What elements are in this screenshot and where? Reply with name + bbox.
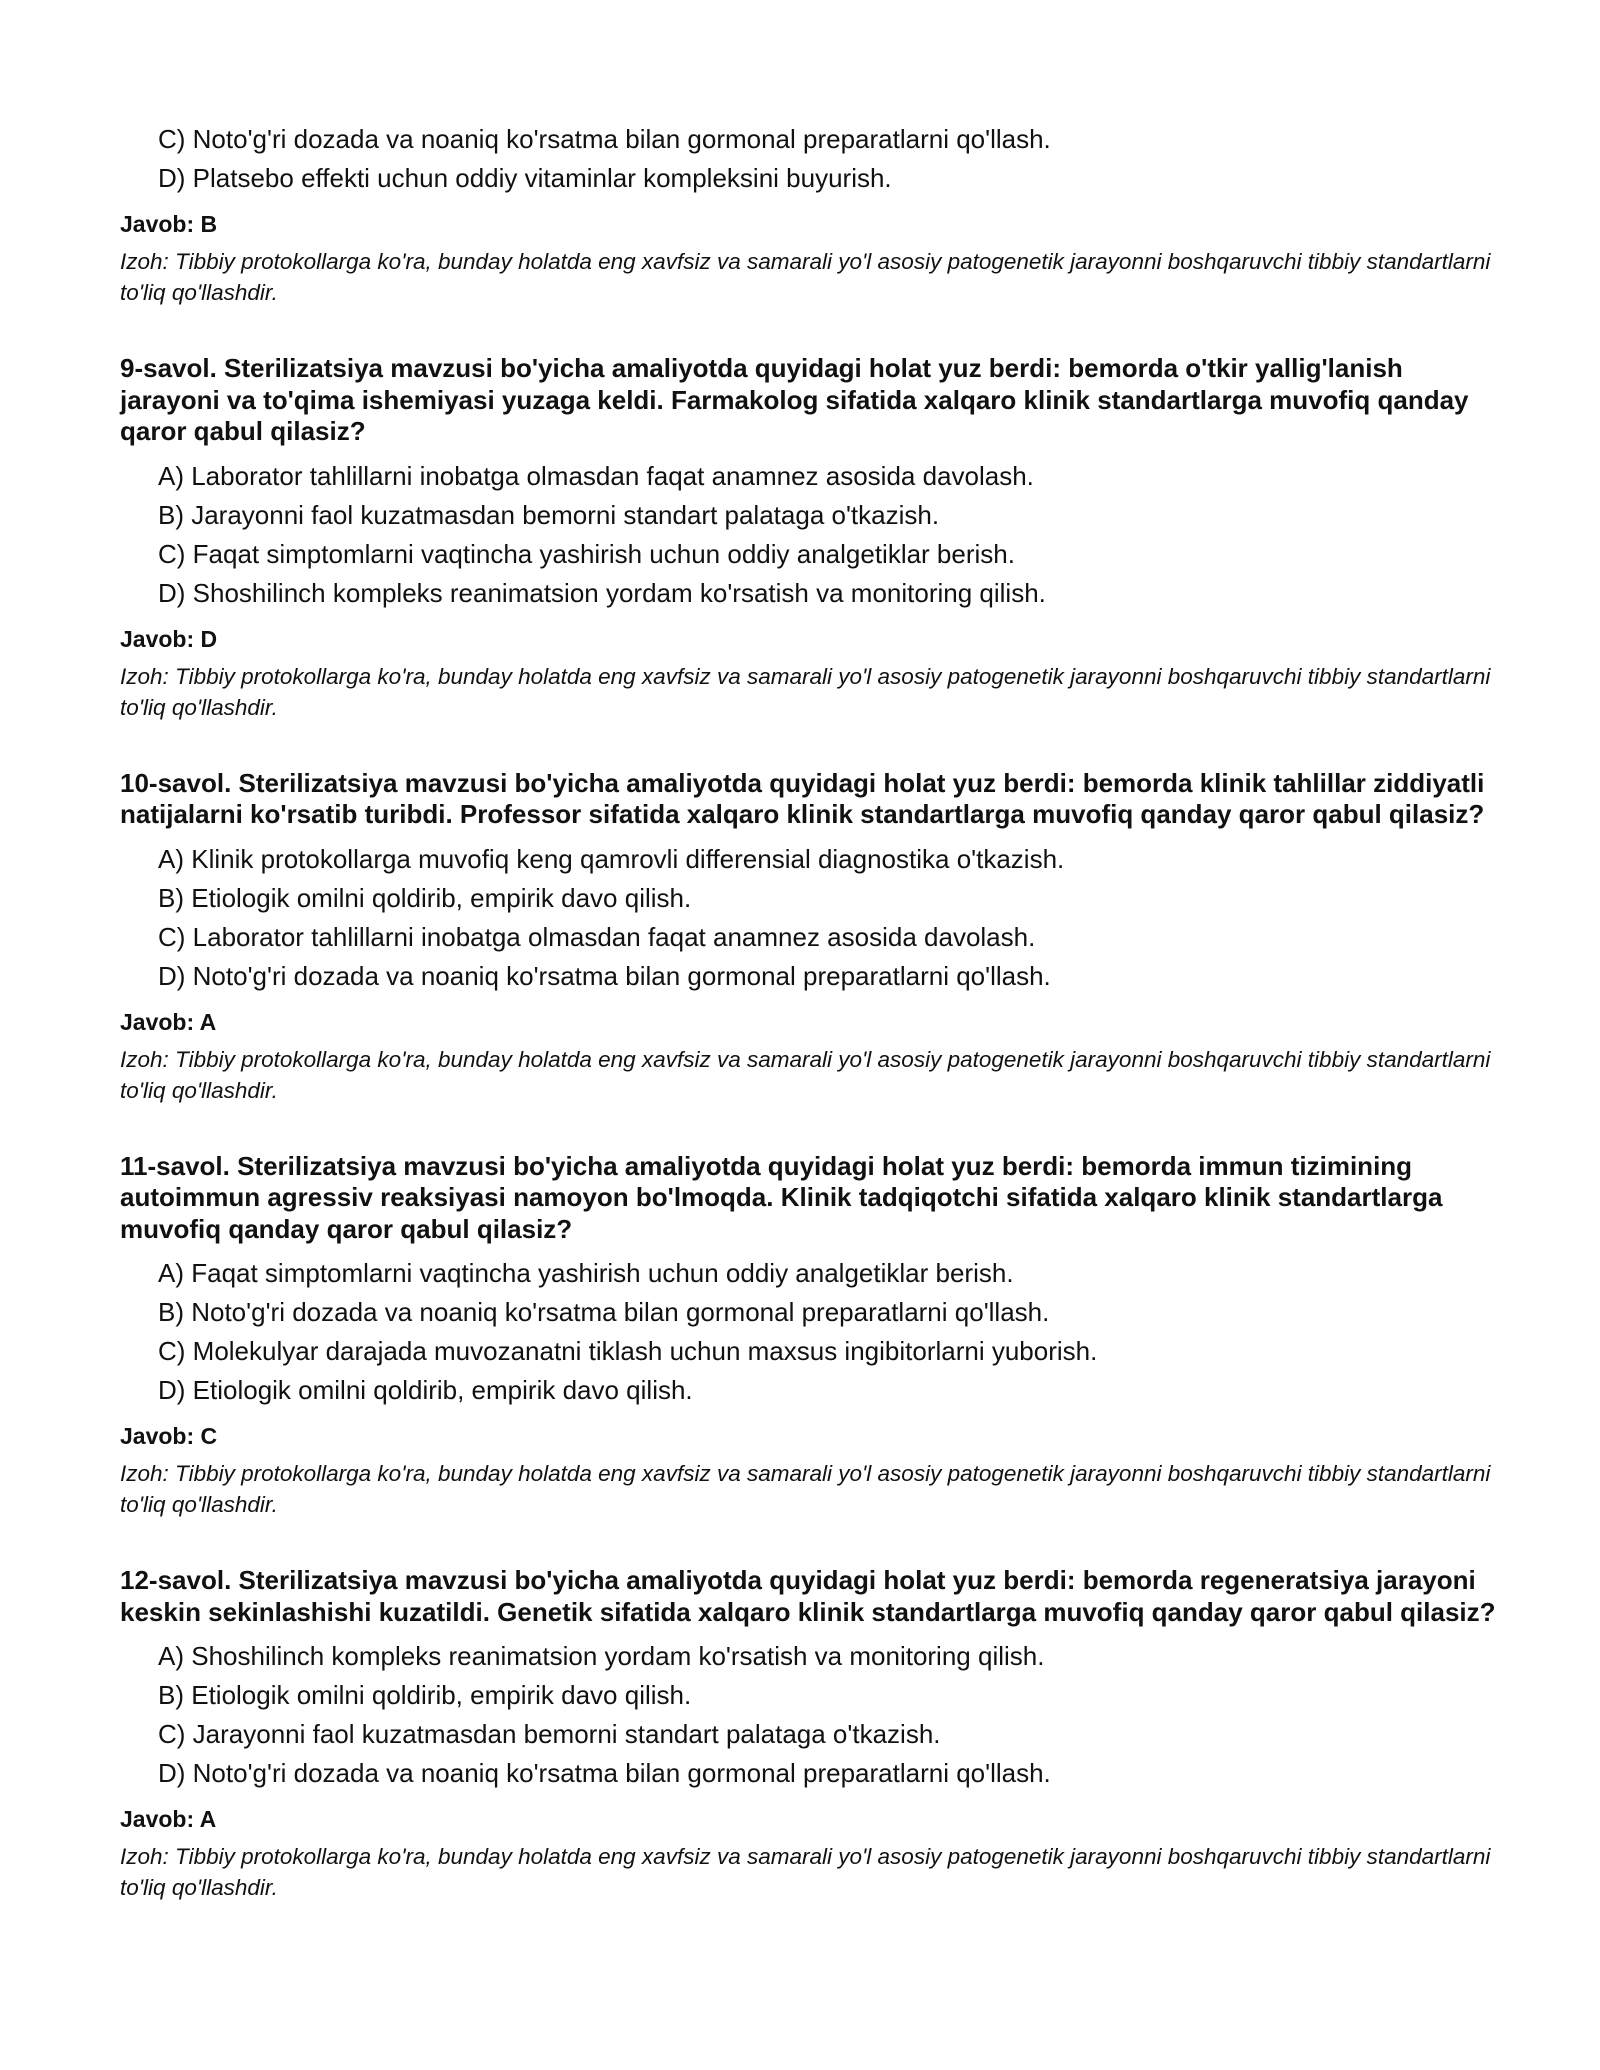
answer-option: D) Etiologik omilni qoldirib, empirik davo qilish. [158, 1375, 693, 1405]
correct-answer: Javob: A [120, 1806, 217, 1832]
question-text: 12-savol. Sterilizatsiya mavzusi bo'yicha amaliyotda quyidagi holat yuz berdi: bemorda regeneratsiya jarayoni keskin sekinlashishi kuzatildi. Genetik sifatida xalqaro klinik standartlarga muvofiq qanday qaror qabul qilasiz? [120, 1565, 1496, 1627]
question-block [120, 768, 1500, 1106]
question-text: 11-savol. Sterilizatsiya mavzusi bo'yicha amaliyotda quyidagi holat yuz berdi: bemorda immun tizimining autoimmun agressiv reaksiyasi namoyon bo'lmoqda. Klinik tadqiqotchi sifatida xalqaro klinik standartlarga muvofiq qanday qaror qabul qilasiz? [120, 1150, 1443, 1244]
answer-option: C) Noto'g'ri dozada va noaniq ko'rsatma bilan gormonal preparatlarni qo'llash. [158, 124, 1051, 154]
question-block [120, 353, 1500, 723]
question-continuation [120, 120, 1500, 308]
answer-option: D) Noto'g'ri dozada va noaniq ko'rsatma bilan gormonal preparatlarni qo'llash. [158, 1758, 1051, 1788]
answer-option: B) Jarayonni faol kuzatmasdan bemorni standart palataga o'tkazish. [158, 499, 940, 530]
correct-answer: Javob: A [120, 1008, 217, 1035]
answer-option: C) Faqat simptomlarni vaqtincha yashirish uchun oddiy analgetiklar berish. [158, 538, 1015, 569]
answer-option: A) Faqat simptomlarni vaqtincha yashirish uchun oddiy analgetiklar berish. [158, 1258, 1014, 1288]
question-block [120, 1565, 1500, 1903]
explanation-note: Izoh: Tibbiy protokollarga ko'ra, bunday holatda eng xavfsiz va samarali yo'l asosiy patogenetik jarayonni boshqaruvchi tibbiy standartlarni to'liq qo'llashdir. [120, 663, 1491, 720]
answer-option: B) Noto'g'ri dozada va noaniq ko'rsatma bilan gormonal preparatlarni qo'llash. [158, 1297, 1050, 1327]
correct-answer: Javob: D [120, 625, 218, 652]
answer-option: C) Laborator tahlillarni inobatga olmasdan faqat anamnez asosida davolash. [158, 921, 1036, 952]
question-text: 9-savol. Sterilizatsiya mavzusi bo'yicha amaliyotda quyidagi holat yuz berdi: bemorda o'tkir yallig'lanish jarayoni va to'qima ishemiyasi yuzaga keldi. Farmakolog sifatida xalqaro klinik standartlarga muvofiq qanday qaror qabul qilasiz? [120, 353, 1469, 446]
answer-option: C) Molekulyar darajada muvozanatni tiklash uchun maxsus ingibitorlarni yuborish. [158, 1336, 1098, 1366]
answer-option: A) Shoshilinch kompleks reanimatsion yordam ko'rsatish va monitoring qilish. [158, 1641, 1045, 1671]
explanation-note: Izoh: Tibbiy protokollarga ko'ra, bunday holatda eng xavfsiz va samarali yo'l asosiy patogenetik jarayonni boshqaruvchi tibbiy standartlarni to'liq qo'llashdir. [120, 1046, 1491, 1103]
question-block [120, 1151, 1500, 1521]
answer-option: C) Jarayonni faol kuzatmasdan bemorni standart palataga o'tkazish. [158, 1719, 941, 1749]
answer-option: B) Etiologik omilni qoldirib, empirik davo qilish. [158, 882, 692, 913]
document-page [120, 120, 1500, 1903]
question-text: 10-savol. Sterilizatsiya mavzusi bo'yicha amaliyotda quyidagi holat yuz berdi: bemorda klinik tahlillar ziddiyatli natijalarni ko'rsatib turibdi. Professor sifatida xalqaro klinik standartlarga muvofiq qanday qaror qabul qilasiz? [120, 767, 1485, 829]
explanation-note: Izoh: Tibbiy protokollarga ko'ra, bunday holatda eng xavfsiz va samarali yo'l asosiy patogenetik jarayonni boshqaruvchi tibbiy standartlarni to'liq qo'llashdir. [120, 249, 1491, 305]
answer-option: A) Laborator tahlillarni inobatga olmasdan faqat anamnez asosida davolash. [158, 460, 1034, 491]
explanation-note: Izoh: Tibbiy protokollarga ko'ra, bunday holatda eng xavfsiz va samarali yo'l asosiy patogenetik jarayonni boshqaruvchi tibbiy standartlarni to'liq qo'llashdir. [120, 1844, 1491, 1900]
answer-option: B) Etiologik omilni qoldirib, empirik davo qilish. [158, 1680, 692, 1710]
answer-option: A) Klinik protokollarga muvofiq keng qamrovli differensial diagnostika o'tkazish. [158, 843, 1065, 874]
answer-option: D) Shoshilinch kompleks reanimatsion yordam ko'rsatish va monitoring qilish. [158, 577, 1046, 608]
correct-answer: Javob: C [120, 1423, 218, 1449]
answer-option: D) Noto'g'ri dozada va noaniq ko'rsatma bilan gormonal preparatlarni qo'llash. [158, 960, 1051, 991]
answer-option: D) Platsebo effekti uchun oddiy vitaminlar kompleksini buyurish. [158, 163, 892, 193]
explanation-note: Izoh: Tibbiy protokollarga ko'ra, bunday holatda eng xavfsiz va samarali yo'l asosiy patogenetik jarayonni boshqaruvchi tibbiy standartlarni to'liq qo'llashdir. [120, 1461, 1491, 1517]
correct-answer: Javob: B [120, 211, 218, 237]
